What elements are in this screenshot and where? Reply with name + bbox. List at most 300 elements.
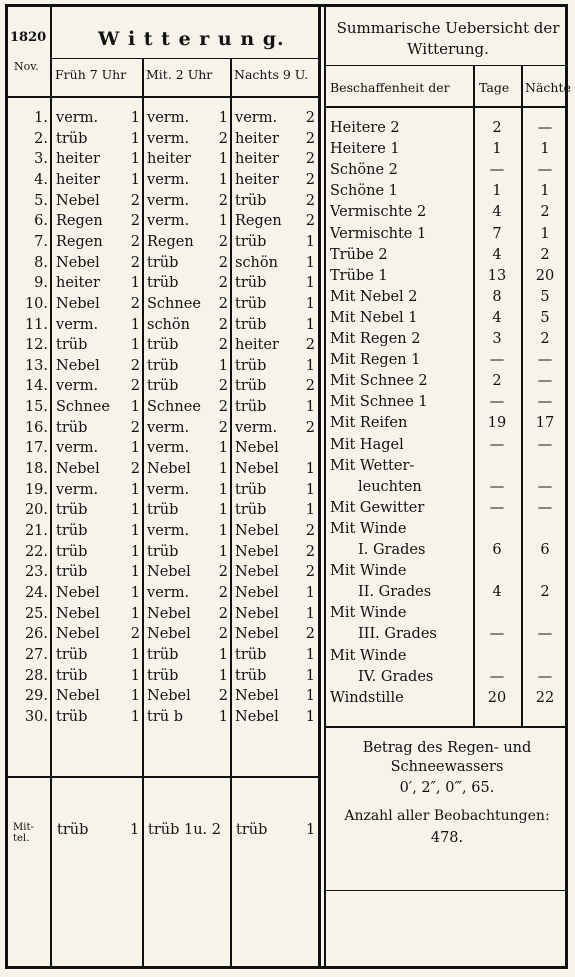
noon-degree-cell: 1 [218,440,228,457]
night-cell: trüb [235,233,267,250]
summary-label: leuchten [358,478,422,495]
night-cell: trüb [235,481,267,498]
morning-cell: verm. [56,316,99,333]
noon-cell: Schnee [147,399,201,416]
morning-cell: trüb [56,543,88,560]
left-title: W i t t e r u n g. [98,28,285,50]
summary-row [328,519,573,540]
summary-tage: 6 [492,542,502,558]
night-degree-cell: 1 [305,254,315,271]
summary-label: Mit Hagel [330,436,404,453]
morning-degree-cell: 1 [130,151,140,168]
night-cell: Nebel [235,605,279,622]
noon-cell: verm. [147,584,190,601]
day-cell: 1. [34,110,48,126]
summary-tage: 1 [492,141,502,158]
col-header-noon: Mit. 2 Uhr [146,67,213,82]
night-degree-cell: 1 [305,233,315,250]
summary-row [328,413,573,434]
day-cell: 24. [24,584,48,601]
day-cell: 14. [24,378,48,395]
summary-tage: 4 [492,204,502,221]
col-header-tage: Tage [479,80,510,95]
morning-degree-cell: 2 [130,213,140,230]
night-cell: verm. [235,110,278,126]
summary-label: Mit Nebel 2 [330,288,418,305]
summary-row [328,139,573,160]
morning-degree-cell: 1 [130,399,140,416]
left-header-rule [5,96,318,98]
noon-degree-cell: 2 [218,564,228,581]
summary-row [328,688,573,709]
night-cell: Nebel [235,584,279,601]
col-header-morning: Früh 7 Uhr [55,67,127,82]
summary-row [328,245,573,266]
summary-naechte: 2 [540,204,550,221]
morning-degree-cell: 1 [130,110,140,126]
summary-label: Mit Schnee 2 [330,373,428,390]
night-cell: trüb [235,399,267,416]
night-cell: heiter [235,130,279,147]
noon-degree-cell: 2 [218,399,228,416]
noon-degree-cell: 1 [218,523,228,539]
morning-cell: verm. [56,481,99,498]
morning-cell: Nebel [56,295,100,312]
summary-naechte: — [537,394,553,411]
morning-degree-cell: 2 [130,254,140,271]
left-title-rule [52,58,318,59]
night-degree-cell: 1 [305,584,315,601]
morning-degree-cell: 1 [130,316,140,333]
summary-row [328,456,573,477]
night-cell: trüb [235,316,267,333]
month-label: Nov. [14,60,39,73]
summary-naechte: 6 [540,542,550,558]
summary-naechte: — [537,626,553,643]
morning-cell: Nebel [56,626,100,643]
night-degree-cell: 1 [305,708,315,725]
night-degree-cell: 1 [305,316,315,333]
summary-tage: 7 [492,225,502,242]
noon-degree-cell: 1 [218,357,228,374]
night-cell: trüb [235,378,267,395]
summary-naechte: 22 [535,689,555,706]
summary-tage: — [489,394,505,411]
summary-naechte: — [537,499,553,516]
summary-naechte: 5 [540,309,550,326]
noon-degree-cell: 1 [218,110,228,126]
day-cell: 10. [24,295,48,312]
summary-tage: — [489,436,505,453]
summary-label: Mit Winde [330,563,407,580]
noon-cell: verm. [147,130,190,147]
noon-degree-cell: 1 [218,543,228,560]
noon-degree-cell: 1 [218,646,228,663]
summary-tage: 4 [492,246,502,263]
morning-cell: trüb [56,523,88,539]
morning-degree-cell: 1 [130,130,140,147]
summary-naechte: — [537,352,553,369]
noon-cell: trüb [147,543,179,560]
noon-cell: trüb [147,254,179,271]
summary-naechte: 17 [535,415,555,432]
night-degree-cell: 2 [305,564,315,581]
noon-degree-cell: 1 [218,213,228,230]
night-degree-cell: 1 [305,357,315,374]
noon-cell: verm. [147,192,190,209]
night-cell: schön [235,254,278,271]
morning-degree-cell: 2 [130,419,140,436]
summary-label: Windstille [330,689,404,706]
noon-cell: verm. [147,171,190,188]
summary-tage: — [489,499,505,516]
morning-cell: Nebel [56,357,100,374]
year-label: 1820 [10,30,47,45]
noon-degree-cell: 1 [218,171,228,188]
morning-cell: trüb [56,130,88,147]
day-cell: 2. [34,130,48,147]
summary-row [328,624,573,645]
noon-cell: trüb [147,378,179,395]
night-degree-cell: 1 [305,275,315,292]
noon-cell: verm. [147,440,190,457]
summary-tage: 4 [492,584,502,601]
night-cell: Regen [235,213,282,230]
summary-label: Mit Winde [330,605,407,622]
night-cell: Nebel [235,523,279,539]
summary-row [328,181,573,202]
summary-naechte: 2 [540,584,550,601]
day-cell: 28. [24,667,48,684]
summary-naechte: 1 [540,141,550,158]
morning-degree-cell: 1 [130,275,140,292]
day-cell: 29. [24,688,48,705]
night-degree-cell: 2 [305,110,315,126]
night-degree-cell: 2 [305,337,315,354]
summary-row [328,160,573,181]
summary-naechte: — [537,162,553,179]
summary-tage: 20 [487,689,507,706]
noon-degree-cell: 2 [218,584,228,601]
morning-cell: Regen [56,213,103,230]
summary-tage: 13 [487,267,507,284]
noon-cell: Nebel [147,688,191,705]
night-cell: trüb [235,357,267,374]
summary-row [328,202,573,223]
morning-degree-cell: 1 [130,584,140,601]
night-cell: Nebel [235,543,279,560]
noon-cell: verm. [147,523,190,539]
night-cell: Nebel [235,461,279,478]
night-cell: trüb [235,295,267,312]
night-cell: verm. [235,419,278,436]
summary-tage: — [489,162,505,179]
col-header-night: Nachts 9 U. [234,67,309,82]
day-cell: 4. [34,171,48,188]
summary-tage: 2 [492,120,502,136]
noon-degree-cell: 1 [218,708,228,725]
morning-degree-cell: 1 [130,688,140,705]
noon-cell: verm. [147,110,190,126]
day-cell: 17. [24,440,48,457]
summary-naechte: 20 [535,267,555,284]
summary-row [328,540,573,561]
night-cell: Nebel [235,626,279,643]
summary-row [328,287,573,308]
day-cell: 7. [34,233,48,250]
summary-tage: 19 [487,415,507,432]
day-cell: 26. [24,626,48,643]
table-row [0,707,575,728]
morning-degree-cell: 2 [130,357,140,374]
night-degree-cell: 2 [305,151,315,168]
summary-tage: — [489,478,505,495]
summary-naechte: 2 [540,246,550,263]
betrag-line1: Betrag des Regen- und [362,740,532,756]
night-degree-cell: 1 [305,688,315,705]
summary-label: Vermischte 1 [330,225,427,242]
noon-degree-cell: 1 [218,502,228,519]
summary-row [328,224,573,245]
summary-tage: — [489,668,505,685]
morning-cell: heiter [56,151,100,168]
summary-label: IV. Grades [358,668,434,685]
morning-degree-cell: 1 [130,564,140,581]
right-title-rule [326,65,568,66]
day-cell: 9. [34,275,48,292]
summary-tage: — [489,352,505,369]
night-degree-cell: 2 [305,626,315,643]
night-degree-cell: 2 [305,543,315,560]
summary-row [328,329,573,350]
noon-degree-cell: 2 [218,337,228,354]
day-cell: 3. [34,151,48,168]
night-cell: trüb [235,275,267,292]
noon-degree-cell: 1 [218,461,228,478]
morning-degree-cell: 1 [130,171,140,188]
noon-cell: trüb [147,275,179,292]
summary-row [328,308,573,329]
summary-label: Mit Reifen [330,415,408,432]
morning-degree-cell: 2 [130,295,140,312]
noon-cell: Nebel [147,626,191,643]
morning-degree-cell: 1 [130,543,140,560]
morning-degree-cell: 2 [130,378,140,395]
noon-cell: verm. [147,213,190,230]
morning-cell: Nebel [56,584,100,601]
noon-degree-cell: 2 [218,295,228,312]
summary-row [328,582,573,603]
morning-cell: Nebel [56,605,100,622]
left-mittel-rule [5,776,318,778]
morning-degree-cell: 1 [130,667,140,684]
noon-cell: Nebel [147,564,191,581]
noon-cell: Nebel [147,605,191,622]
night-degree-cell: 1 [305,667,315,684]
noon-cell: trüb [147,357,179,374]
mittel-night-num: 1 [306,822,316,838]
noon-cell: Schnee [147,295,201,312]
summary-naechte: — [537,373,553,390]
summary-row [328,392,573,413]
morning-cell: Nebel [56,192,100,209]
night-degree-cell: 1 [305,646,315,663]
morning-cell: Nebel [56,688,100,705]
night-cell: heiter [235,337,279,354]
summary-row [328,435,573,456]
summary-row [328,477,573,498]
summary-label: Mit Schnee 1 [330,394,428,411]
day-cell: 15. [24,399,48,416]
noon-cell: trüb [147,502,179,519]
summary-row [328,498,573,519]
right-footer-rule [326,890,568,891]
noon-cell: verm. [147,419,190,436]
night-degree-cell: 1 [305,295,315,312]
day-cell: 8. [34,254,48,271]
summary-label: Mit Winde [330,647,407,664]
summary-naechte: — [537,478,553,495]
day-cell: 13. [24,357,48,374]
morning-degree-cell: 1 [130,440,140,457]
night-degree-cell: 1 [305,605,315,622]
morning-degree-cell: 1 [130,646,140,663]
morning-cell: verm. [56,440,99,457]
morning-cell: trüb [56,564,88,581]
noon-cell: trüb [147,646,179,663]
day-cell: 19. [24,481,48,498]
right-title: Summarische Uebersicht der Witterung. [336,19,560,58]
summary-label: Mit Winde [330,520,407,537]
summary-label: III. Grades [358,626,437,643]
noon-cell: Regen [147,233,194,250]
summary-label: Heitere 1 [330,141,400,158]
day-cell: 27. [24,646,48,663]
noon-cell: trü b [147,708,183,725]
morning-cell: verm. [56,110,99,126]
noon-degree-cell: 2 [218,378,228,395]
night-cell: heiter [235,151,279,168]
morning-cell: trüb [56,708,88,725]
morning-degree-cell: 1 [130,337,140,354]
mittel-night: trüb [236,822,268,838]
noon-degree-cell: 1 [218,151,228,168]
summary-tage: — [489,626,505,643]
mittel-morning: trüb [57,822,89,838]
night-degree-cell: 2 [305,192,315,209]
col-header-condition: Beschaffenheit der [330,80,450,95]
morning-cell: trüb [56,502,88,519]
anzahl-line1: Anzahl aller Beobachtungen: [344,808,550,824]
noon-degree-cell: 2 [218,626,228,643]
night-degree-cell: 1 [305,399,315,416]
night-degree-cell: 2 [305,213,315,230]
noon-degree-cell: 2 [218,192,228,209]
summary-label: Trübe 1 [330,267,388,284]
morning-cell: trüb [56,419,88,436]
day-cell: 16. [24,419,48,436]
noon-degree-cell: 2 [218,316,228,333]
morning-cell: verm. [56,378,99,395]
anzahl-value: 478. [430,830,464,846]
betrag-line2: Schneewassers [390,759,504,775]
noon-cell: schön [147,316,190,333]
summary-label: Schöne 1 [330,183,398,200]
summary-label: Mit Wetter- [330,457,415,474]
morning-degree-cell: 1 [130,605,140,622]
day-cell: 5. [34,192,48,209]
day-cell: 30. [24,708,48,725]
night-cell: trüb [235,646,267,663]
summary-tage: 3 [492,331,502,347]
col-header-naechte: Nächte [525,80,571,95]
night-degree-cell: 1 [305,481,315,498]
noon-cell: verm. [147,481,190,498]
summary-row [328,371,573,392]
noon-degree-cell: 2 [218,688,228,705]
morning-degree-cell: 2 [130,192,140,209]
morning-cell: trüb [56,646,88,663]
summary-row [328,646,573,667]
noon-cell: heiter [147,151,191,168]
night-degree-cell: 2 [305,378,315,395]
morning-degree-cell: 1 [130,523,140,539]
morning-degree-cell: 1 [130,481,140,498]
morning-degree-cell: 1 [130,502,140,519]
summary-row [328,118,573,139]
morning-cell: trüb [56,337,88,354]
night-cell: Nebel [235,440,279,457]
noon-cell: trüb [147,337,179,354]
night-degree-cell: 1 [305,461,315,478]
day-cell: 22. [24,543,48,560]
night-degree-cell: 1 [305,502,315,519]
summary-naechte: — [537,120,553,136]
day-cell: 18. [24,461,48,478]
noon-degree-cell: 2 [218,605,228,622]
day-cell: 20. [24,502,48,519]
night-degree-cell: 2 [305,130,315,147]
morning-degree-cell: 2 [130,626,140,643]
summary-tage: 8 [492,288,502,305]
summary-row [328,561,573,582]
summary-label: Schöne 2 [330,162,398,179]
day-cell: 12. [24,337,48,354]
morning-cell: heiter [56,275,100,292]
noon-cell: trüb [147,667,179,684]
summary-label: Mit Regen 1 [330,352,421,369]
night-degree-cell: 2 [305,171,315,188]
mittel-label: Mit- tel. [13,822,34,844]
noon-degree-cell: 2 [218,275,228,292]
summary-row [328,350,573,371]
summary-naechte: 1 [540,183,550,200]
morning-cell: trüb [56,667,88,684]
summary-label: Trübe 2 [330,246,388,263]
summary-naechte: 2 [540,331,550,347]
night-cell: trüb [235,192,267,209]
day-cell: 23. [24,564,48,581]
night-cell: Nebel [235,564,279,581]
summary-label: Heitere 2 [330,120,400,136]
mittel-noon: trüb 1u. 2 [148,822,221,838]
morning-cell: Nebel [56,461,100,478]
day-cell: 11. [24,316,48,333]
night-cell: trüb [235,667,267,684]
day-cell: 25. [24,605,48,622]
noon-degree-cell: 2 [218,254,228,271]
morning-cell: Nebel [56,254,100,271]
